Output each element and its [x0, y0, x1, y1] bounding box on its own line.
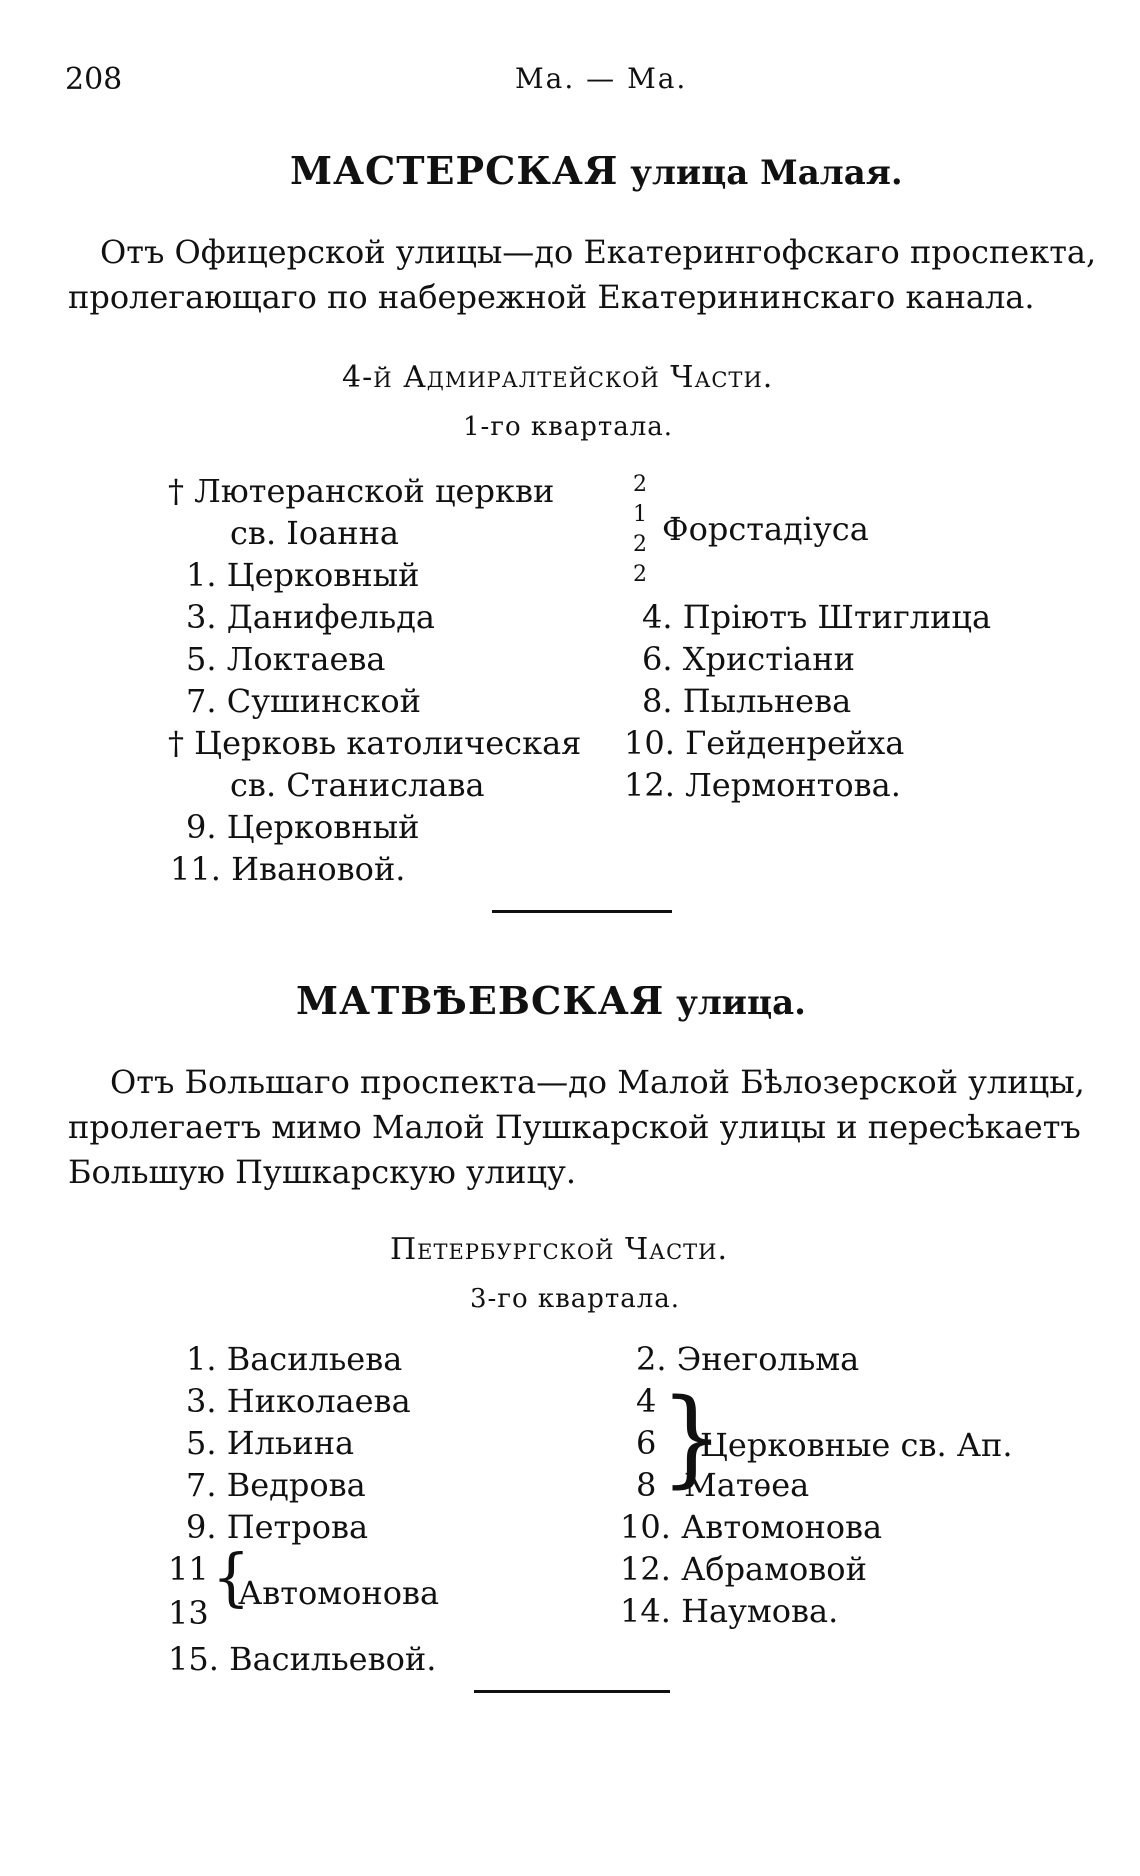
quarter-heading: 1-го квартала. [463, 412, 674, 442]
list-item: 14. Наумова. [620, 1592, 839, 1630]
street-description-line: Отъ Офицерской улицы—до Екатерингофскаго проспекта, [100, 233, 1097, 271]
list-item: 10. Автомонова [620, 1508, 883, 1546]
fraction-numeral: 2 [633, 472, 647, 497]
list-item: 1. Васильева [186, 1340, 403, 1378]
street-title-rest: улица Малая. [630, 153, 903, 193]
list-item-number: 8 [636, 1466, 657, 1504]
list-item-number: 6 [636, 1424, 657, 1462]
street-description-line: пролегающаго по набережной Екатерининскаго канала. [68, 278, 1035, 316]
list-item: † Лютеранской церкви [168, 472, 555, 510]
brace-icon: } [660, 1376, 724, 1499]
list-item: 5. Ильина [186, 1424, 355, 1462]
district-heading: 4-й Адмиралтейской Части. [342, 360, 774, 395]
list-item: 15. Васильевой. [168, 1640, 437, 1678]
street-description-line: пролегаетъ мимо Малой Пушкарской улицы и пересѣкаетъ [68, 1108, 1081, 1146]
street-description-line: Отъ Большаго проспекта—до Малой Бѣлозерской улицы, [110, 1063, 1085, 1101]
list-item: 4. Пріютъ Штиглица [642, 598, 992, 636]
quarter-heading: 3-го квартала. [470, 1284, 681, 1314]
list-item: 5. Локтаева [186, 640, 386, 678]
list-item: св. Іоанна [230, 514, 399, 552]
fraction-numeral: 2 [633, 532, 647, 557]
list-item: 2. Энегольма [636, 1340, 860, 1378]
list-item: 6. Христіани [642, 640, 855, 678]
list-item: 12. Абрамовой [620, 1550, 867, 1588]
list-item: † Церковь католическая [168, 724, 582, 762]
section-divider [492, 910, 672, 913]
list-item: 9. Церковный [186, 808, 420, 846]
street-title-masterskaya [290, 148, 903, 193]
section-divider [474, 1690, 670, 1693]
list-item-number: 11 [168, 1550, 209, 1588]
list-item: Матѳеа [684, 1466, 810, 1504]
list-item: Форстадіуса [662, 510, 869, 548]
street-title-matveevskaya [296, 978, 806, 1023]
fraction-numeral: 2 [633, 562, 647, 587]
list-item-number: 13 [168, 1594, 209, 1632]
list-item: 8. Пыльнева [642, 682, 852, 720]
list-item-number: 4 [636, 1382, 657, 1420]
list-item: 9. Петрова [186, 1508, 369, 1546]
brace-icon: { [212, 1541, 251, 1615]
list-item: 12. Лермонтова. [624, 766, 901, 804]
list-item: 11. Ивановой. [170, 850, 406, 888]
street-title-main: МАТВѢЕВСКАЯ [296, 978, 665, 1023]
list-item: 3. Николаева [186, 1382, 411, 1420]
running-head: Ма. — Ма. [515, 62, 688, 95]
list-item: 7. Ведрова [186, 1466, 366, 1504]
street-title-main: МАСТЕРСКАЯ [290, 148, 619, 193]
page-number: 208 [65, 62, 123, 97]
list-item: 7. Сушинской [186, 682, 421, 720]
street-title-rest: улица. [676, 983, 807, 1023]
list-item: Автомонова [238, 1574, 440, 1612]
list-item: св. Станислава [230, 766, 485, 804]
list-item: 10. Гейденрейха [624, 724, 905, 762]
street-description-line: Большую Пушкарскую улицу. [68, 1153, 577, 1191]
list-item: Церковные св. Ап. [700, 1426, 1013, 1464]
fraction-numeral: 1 [633, 502, 647, 527]
list-item: 1. Церковный [186, 556, 420, 594]
district-heading: Петербургской Части. [390, 1232, 729, 1267]
list-item: 3. Данифельда [186, 598, 435, 636]
